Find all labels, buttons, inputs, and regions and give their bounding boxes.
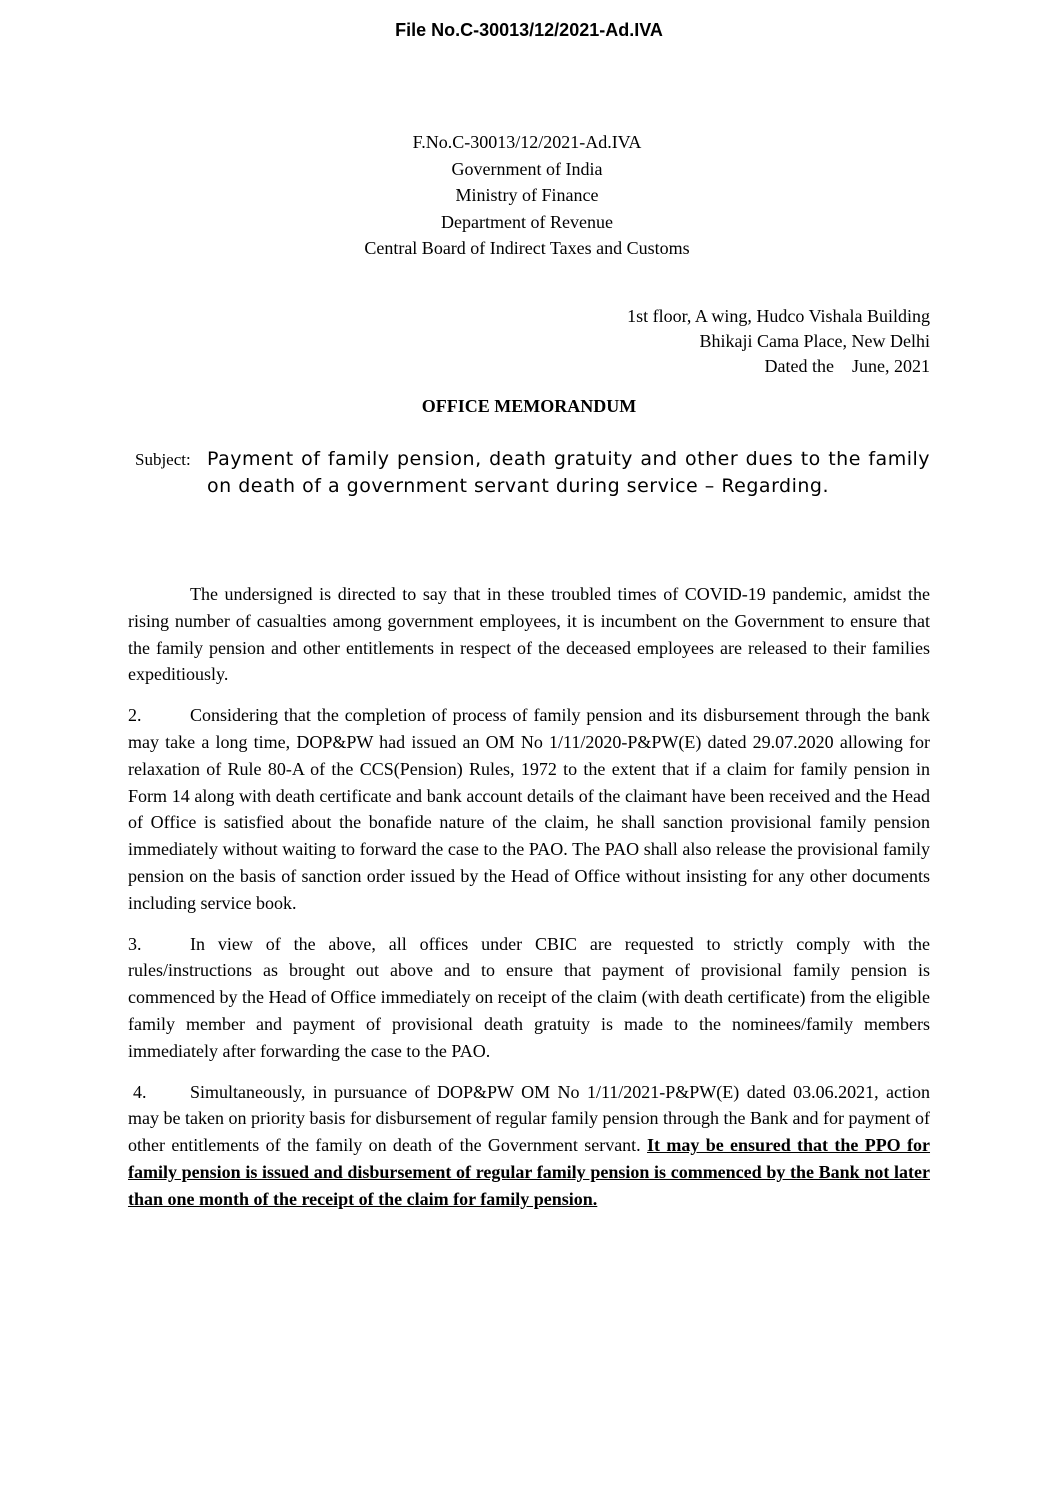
date-line: Dated the June, 2021 bbox=[764, 356, 930, 376]
paragraph-3 bbox=[128, 931, 930, 1065]
paragraph-1: The undersigned is directed to say that in these troubled times of COVID-19 pandemic, amidst the rising number of casualties among government employees, it is incumbent on the Government to ensure that the family pension and other entitlements in respect of the deceased employees are released to their families expeditiously. bbox=[128, 584, 930, 685]
place-line: Bhikaji Cama Place, New Delhi bbox=[699, 331, 930, 351]
paragraph-3-text: In view of the above, all offices under CBIC are requested to strictly comply with the rules/instructions as brought out above and to ensure that payment of provisional family pension is commenced by the Head of Office immediately on receipt of the claim (with death certificate) from the eligible family member and payment of provisional death gratuity is made to the nominees/family members immediately after forwarding the case to the PAO. bbox=[128, 933, 930, 1061]
department-line: Department of Revenue bbox=[441, 211, 613, 232]
paragraph-2 bbox=[128, 702, 930, 916]
address-block bbox=[0, 129, 1054, 262]
government-line: Government of India bbox=[451, 158, 603, 179]
paragraph-4 bbox=[128, 1079, 930, 1213]
paragraph-number: 4. bbox=[133, 1081, 147, 1102]
location-block bbox=[627, 304, 930, 379]
file-number-header: File No.C-30013/12/2021-Ad.IVA bbox=[395, 20, 663, 40]
file-reference: F.No.C-30013/12/2021-Ad.IVA bbox=[412, 132, 642, 152]
paragraph-number: 2. bbox=[128, 705, 142, 726]
memo-title: OFFICE MEMORANDUM bbox=[421, 396, 637, 416]
paragraph-4-text: Simultaneously, in pursuance of DOP&PW OM No 1/11/2021-P&PW(E) dated 03.06.2021, action may be taken on priority basis for disbursement of regular family pension through the Bank and for payment of other entitlements of the family on death of the Government servant. bbox=[128, 1081, 930, 1156]
floor-line: 1st floor, A wing, Hudco Vishala Building bbox=[627, 306, 930, 326]
subject-text: Payment of family pension, death gratuity and other dues to the family on death of a government servant during service – Regarding. bbox=[207, 448, 930, 497]
paragraph-number: 3. bbox=[128, 933, 142, 954]
ministry-line: Ministry of Finance bbox=[455, 185, 599, 205]
paragraph-2-text: Considering that the completion of process of family pension and its disbursement through the bank may take a long time, DOP&PW had issued an OM No 1/11/2020-P&PW(E) dated 29.07.2020 allowing for relaxation of Rule 80-A of the CCS(Pension) Rules, 1972 to the extent that if a claim for family pension in Form 14 along with death certificate and bank account details of the claimant have been received and the Head of Office is satisfied about the bonafide nature of the claim, he shall sanction provisional family pension immediately without waiting to forward the case to the PAO. The PAO shall also release the provisional family pension on the basis of sanction order issued by the Head of Office without insisting for any other documents including service book. bbox=[128, 705, 930, 913]
board-line: Central Board of Indirect Taxes and Customs bbox=[364, 238, 690, 258]
subject-label: Subject: bbox=[135, 450, 191, 469]
subject bbox=[135, 446, 930, 500]
paragraph-4-emphasis: It may be ensured that the PPO for family pension is issued and disbursement of regular family pension is commenced by the Bank not later than one month of the receipt of the claim for family pension. bbox=[128, 1135, 931, 1209]
memo-body bbox=[128, 581, 930, 1227]
